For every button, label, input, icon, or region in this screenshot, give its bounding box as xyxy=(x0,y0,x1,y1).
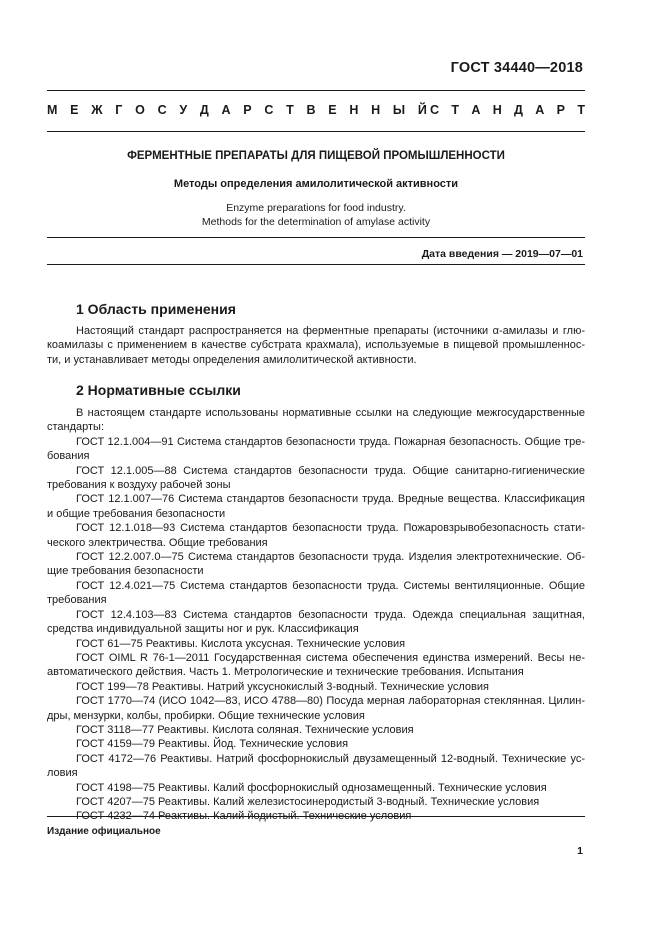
reference-line: ческого электричества. Общие требования xyxy=(47,536,268,549)
banner-letter: В xyxy=(306,103,316,117)
english-title-line: Enzyme preparations for food industry. xyxy=(226,202,406,214)
section-2-references xyxy=(47,406,585,824)
reference-line: автоматического действия. Часть 1. Метрологические и технические требования. Испытания xyxy=(47,666,524,679)
header-rule-bottom xyxy=(47,131,585,132)
banner-letter: С xyxy=(264,103,274,117)
banner-letter: А xyxy=(471,103,481,117)
document-subtitle: Методы определения амилолитической активности xyxy=(173,178,459,190)
reference-line: ГОСТ 4207—75 Реактивы. Калий железистосинеродистый 3-водный. Технические условия xyxy=(76,795,540,808)
banner-letter: Н xyxy=(371,103,381,117)
introduction-date: Дата введения — 2019—07—01 xyxy=(421,248,583,260)
reference-line: ГОСТ 12.1.005—88 Система стандартов безопасности труда. Общие санитарно-гигиенические xyxy=(76,464,585,477)
reference-line: средства индивидуальной защиты ног и рук. Классификация xyxy=(47,623,359,636)
document-title: ФЕРМЕНТНЫЕ ПРЕПАРАТЫ ДЛЯ ПИЩЕВОЙ ПРОМЫШЛЕННОСТИ xyxy=(127,150,505,162)
reference-line: ГОСТ 3118—77 Реактивы. Кислота соляная. Технические условия xyxy=(76,723,414,736)
section-2-heading: 2 Нормативные ссылки xyxy=(76,382,241,398)
title-rule xyxy=(47,237,585,238)
banner-letter: Р xyxy=(243,103,252,117)
reference-line: дры, мензурки, колбы, пробирки. Общие технические условия xyxy=(47,709,365,722)
interstate-word xyxy=(47,103,427,117)
banner-letter: Д xyxy=(514,103,523,117)
banner-letter: А xyxy=(221,103,231,117)
banner-letter: Н xyxy=(349,103,359,117)
text-line: В настоящем стандарте использованы нормативные ссылки на следующие межгосударственные xyxy=(76,407,585,419)
section-1-text xyxy=(47,324,585,367)
banner-letter: Д xyxy=(199,103,209,117)
footer-rule xyxy=(47,816,585,817)
reference-line: ГОСТ 12.1.007—76 Система стандартов безопасности труда. Вредные вещества. Классификация xyxy=(76,493,585,506)
reference-line: ГОСТ 61—75 Реактивы. Кислота уксусная. Технические условия xyxy=(76,637,406,650)
english-title xyxy=(47,201,585,229)
standard-word xyxy=(430,103,585,117)
page-number: 1 xyxy=(577,845,583,857)
english-title-line: Methods for the determination of amylase activity xyxy=(201,216,431,228)
text-line: стандарты: xyxy=(47,421,105,434)
banner-letter: Н xyxy=(492,103,502,117)
banner-letter: Т xyxy=(286,103,294,117)
banner-letter: С xyxy=(157,103,167,117)
reference-line: ГОСТ 12.4.103—83 Система стандартов безопасности труда. Одежда специальная защитная, xyxy=(76,608,585,621)
section-1-heading: 1 Область применения xyxy=(76,301,236,317)
banner-letter: Г xyxy=(115,103,123,117)
reference-line: ГОСТ 4232—74 Реактивы. Калий йодистый. Технические условия xyxy=(76,810,412,823)
reference-line: ГОСТ 12.1.004—91 Система стандартов безопасности труда. Пожарная безопасность. Общие тре- xyxy=(76,435,585,448)
banner-letter: Е xyxy=(70,103,79,117)
text-line: ти, и устанавливает методы определения амилолитической активности. xyxy=(47,353,417,366)
banner-letter: Ж xyxy=(91,103,103,117)
reference-line: ГОСТ 199—78 Реактивы. Натрий уксуснокислый 3-водный. Технические условия xyxy=(76,680,489,693)
banner-letter: О xyxy=(135,103,145,117)
text-line: Настоящий стандарт распространяется на ферментные препараты (источники α-амилазы и глю- xyxy=(76,325,585,337)
banner-letter: Е xyxy=(328,103,337,117)
reference-line: ГОСТ 4159—79 Реактивы. Йод. Технические условия xyxy=(76,738,349,751)
banner-letter: М xyxy=(47,103,58,117)
reference-line: ГОСТ 12.2.007.0—75 Система стандартов безопасности труда. Изделия электротехнические. Об- xyxy=(76,551,585,564)
banner-letter: А xyxy=(535,103,545,117)
reference-line: ГОСТ 1770—74 (ИСО 1042—83, ИСО 4788—80) Посуда мерная лабораторная стеклянная. Цилин- xyxy=(76,695,585,708)
banner-letter: С xyxy=(430,103,440,117)
standard-number: ГОСТ 34440—2018 xyxy=(450,60,583,76)
reference-line: ГОСТ 12.4.021—75 Система стандартов безопасности труда. Системы вентиляционные. Общие xyxy=(76,579,585,592)
reference-line: ГОСТ 4172—76 Реактивы. Натрий фосфорнокислый двузамещенный 12-водный. Технические ус- xyxy=(76,752,585,765)
banner-letter: Ы xyxy=(392,103,406,117)
interstate-standard-banner xyxy=(47,103,585,117)
reference-line: ГОСТ 4198—75 Реактивы. Калий фосфорнокислый однозамещенный. Технические условия xyxy=(76,781,547,794)
banner-letter: Р xyxy=(556,103,565,117)
reference-line: требования xyxy=(47,594,107,607)
banner-letter: У xyxy=(179,103,188,117)
banner-letter: Т xyxy=(577,103,585,117)
text-line: коамилазы с применением в качестве субстрата крахмала), используемые в пищевой промышленнос- xyxy=(47,339,585,352)
header-rule-top xyxy=(47,90,585,91)
banner-letter: Т xyxy=(451,103,459,117)
reference-line: ГОСТ OIML R 76-1—2011 Государственная система обеспечения единства измерений. Весы не- xyxy=(76,651,585,664)
reference-line: ГОСТ 12.1.018—93 Система стандартов безопасности труда. Пожаровзрывобезопасность стати- xyxy=(76,522,585,535)
reference-line: бования xyxy=(47,450,90,463)
banner-letter: Й xyxy=(417,103,427,117)
reference-line: щие требования безопасности xyxy=(47,565,204,578)
reference-line: ловия xyxy=(47,767,78,780)
official-edition-label: Издание официальное xyxy=(47,826,161,837)
reference-line: и общие требования безопасности xyxy=(47,507,226,520)
reference-line: требования к воздуху рабочей зоны xyxy=(47,479,231,492)
date-rule xyxy=(47,264,585,265)
